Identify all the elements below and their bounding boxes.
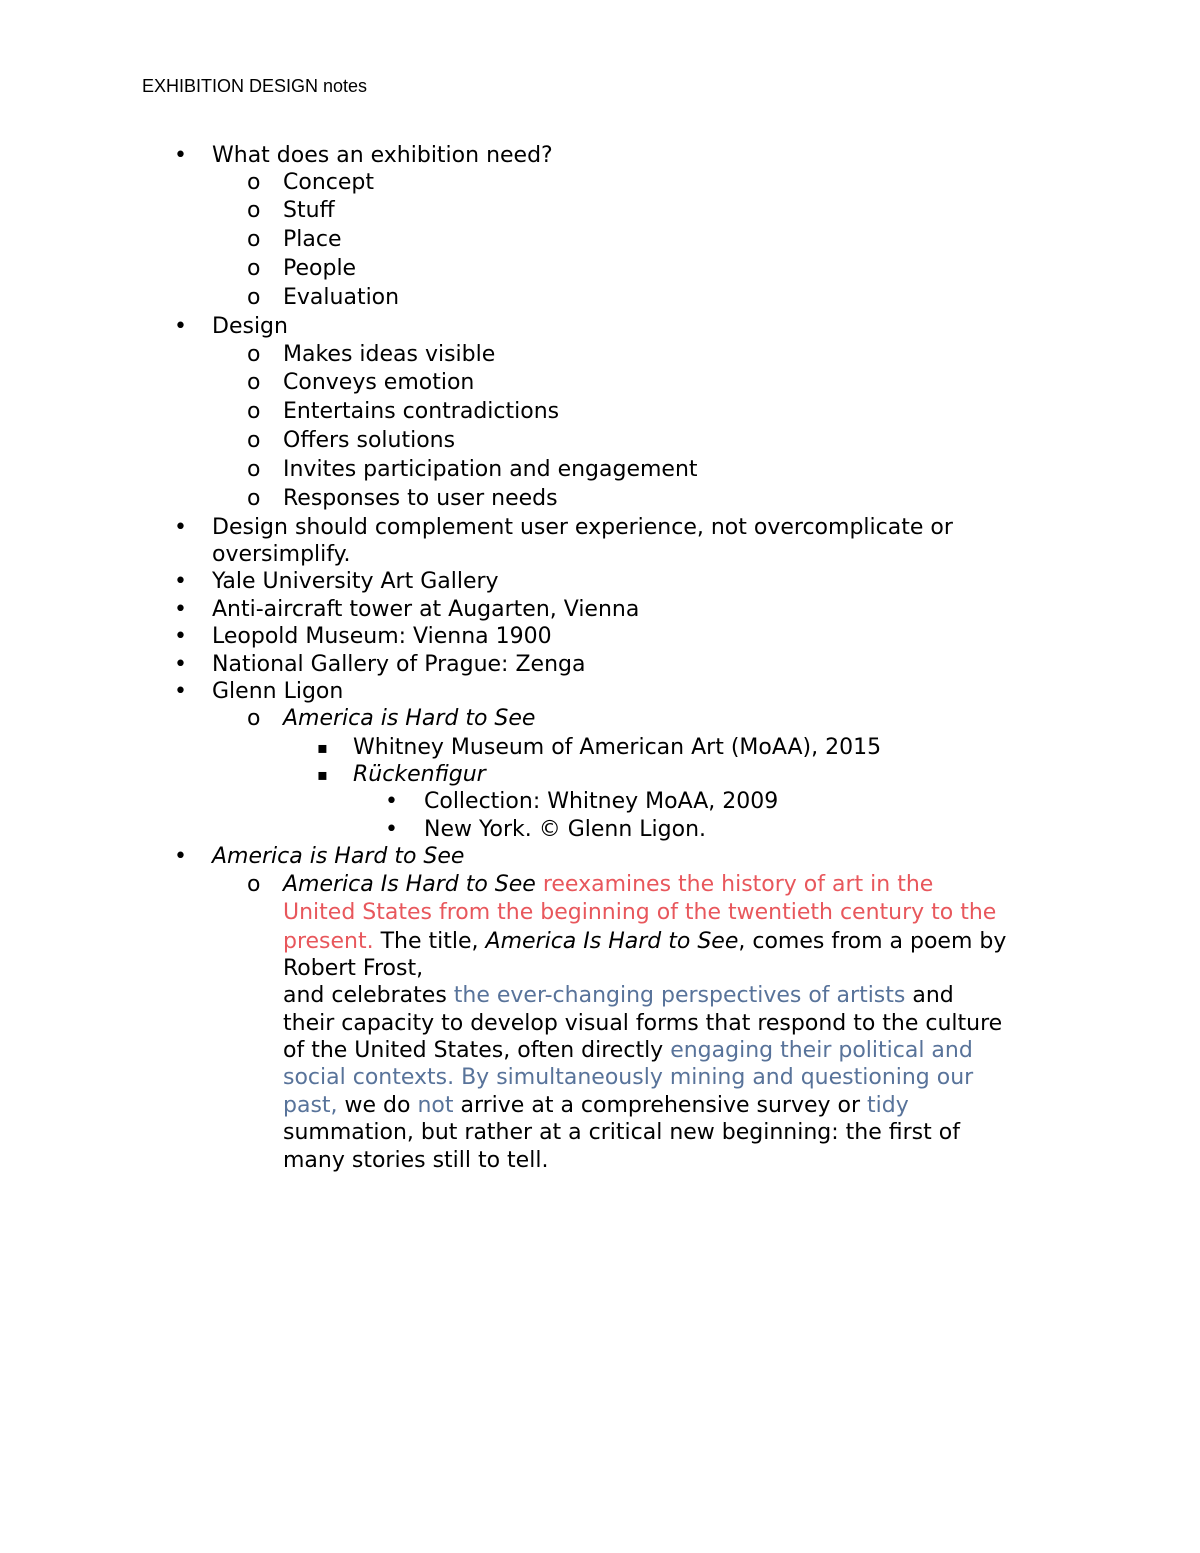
paragraph-line <box>283 1119 960 1147</box>
list-item: Design <box>212 314 288 339</box>
red-highlight: United States from the beginning of the twentieth century to the <box>283 900 997 925</box>
blue-highlight: past, <box>283 1093 338 1118</box>
bullet-circle: o <box>247 457 261 482</box>
bullet-circle: o <box>247 428 261 453</box>
text: The title, <box>373 929 486 954</box>
bullet-circle: o <box>247 486 261 511</box>
list-item: Leopold Museum: Vienna 1900 <box>212 624 552 649</box>
blue-highlight: tidy <box>867 1093 909 1118</box>
list-item: Entertains contradictions <box>283 399 560 424</box>
paragraph-line <box>283 899 996 927</box>
list-item: Stuff <box>283 198 335 223</box>
blue-highlight: the ever-changing perspectives of artists <box>453 983 906 1008</box>
list-item: Conveys emotion <box>283 370 475 395</box>
bullet-dot: • <box>174 679 187 704</box>
text: , comes from a poem by <box>738 929 1007 954</box>
bullet-circle: o <box>247 370 261 395</box>
bullet-dot: • <box>174 597 187 622</box>
text: arrive at a comprehensive survey or <box>453 1093 868 1118</box>
paragraph-line <box>283 1092 909 1120</box>
text: of the United States, often directly <box>283 1038 671 1063</box>
list-item: What does an exhibition need? <box>212 143 553 168</box>
bullet-dot: • <box>174 569 187 594</box>
list-item: Makes ideas visible <box>283 342 496 367</box>
bullet-circle: o <box>247 256 261 281</box>
bullet-circle: o <box>247 285 261 310</box>
list-item: America is Hard to See <box>212 844 465 869</box>
list-item: Collection: Whitney MoAA, 2009 <box>424 789 779 814</box>
list-item: Whitney Museum of American Art (MoAA), 2015 <box>353 735 882 760</box>
bullet-dot: • <box>174 515 187 540</box>
bullet-square: ▪ <box>317 765 328 784</box>
list-item: Rückenfigur <box>353 762 486 787</box>
paragraph-line <box>283 871 933 899</box>
bullet-dot: • <box>174 652 187 677</box>
list-item: Concept <box>283 170 374 195</box>
list-item: Anti-aircraft tower at Augarten, Vienna <box>212 597 640 622</box>
text: Robert Frost, <box>283 956 424 981</box>
blue-highlight: social contexts. By simultaneously mining and questioning our <box>283 1065 974 1090</box>
text: their capacity to develop visual forms that respond to the culture <box>283 1011 1003 1036</box>
list-item: Place <box>283 227 342 252</box>
bullet-square: ▪ <box>317 738 328 757</box>
blue-highlight: not <box>417 1093 454 1118</box>
list-item: Offers solutions <box>283 428 456 453</box>
list-item: Responses to user needs <box>283 486 558 511</box>
list-item: New York. © Glenn Ligon. <box>424 817 707 842</box>
blue-highlight: engaging their political and <box>670 1038 973 1063</box>
list-item: Invites participation and engagement <box>283 457 698 482</box>
bullet-circle: o <box>247 342 261 367</box>
list-item: America is Hard to See <box>283 706 536 731</box>
paragraph-line <box>283 1037 973 1065</box>
paragraph-line <box>283 1010 1002 1038</box>
list-item: People <box>283 256 357 281</box>
italic-text: America Is Hard to See <box>283 872 536 897</box>
bullet-dot: • <box>174 314 187 339</box>
list-item: Design should complement user experience, not overcomplicate or <box>212 515 953 540</box>
red-highlight: present. <box>283 929 374 954</box>
text: many stories still to tell. <box>283 1148 549 1173</box>
bullet-circle: o <box>247 198 261 223</box>
bullet-dot: • <box>385 789 398 814</box>
list-item-continuation: oversimplify. <box>212 542 351 567</box>
list-item: National Gallery of Prague: Zenga <box>212 652 586 677</box>
bullet-circle: o <box>247 170 261 195</box>
document-title: EXHIBITION DESIGN notes <box>142 76 368 96</box>
bullet-circle: o <box>247 872 261 897</box>
red-highlight: reexamines the history of art in the <box>535 872 934 897</box>
text: we do <box>337 1093 418 1118</box>
paragraph-line <box>283 928 1006 956</box>
bullet-circle: o <box>247 706 261 731</box>
bullet-dot: • <box>385 817 398 842</box>
bullet-circle: o <box>247 227 261 252</box>
list-item: Yale University Art Gallery <box>212 569 499 594</box>
italic-text: America Is Hard to See <box>485 929 739 954</box>
bullet-dot: • <box>174 844 187 869</box>
paragraph-line <box>283 955 423 983</box>
text: and <box>905 983 954 1008</box>
text: and celebrates <box>283 983 454 1008</box>
paragraph-line <box>283 982 954 1010</box>
list-item: Glenn Ligon <box>212 679 344 704</box>
bullet-dot: • <box>174 143 187 168</box>
text: summation, but rather at a critical new beginning: the first of <box>283 1120 960 1145</box>
paragraph-line <box>283 1147 548 1175</box>
list-item: Evaluation <box>283 285 400 310</box>
paragraph-line <box>283 1064 973 1092</box>
bullet-dot: • <box>174 624 187 649</box>
bullet-circle: o <box>247 399 261 424</box>
